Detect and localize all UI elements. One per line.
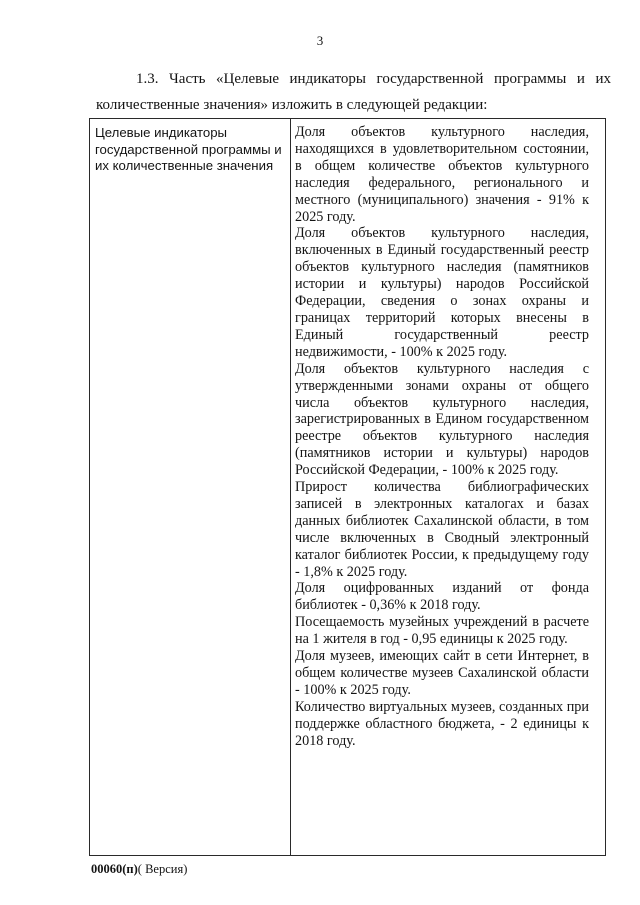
- section-label: Целевые индикаторы государственной программы и их количественные значения: [95, 125, 282, 174]
- indicators-table: [89, 118, 606, 856]
- document-version-code: [91, 862, 187, 877]
- table-cell-indicators: [291, 119, 606, 856]
- table-cell-label: [90, 119, 291, 856]
- indicator-item: Посещаемость музейных учреждений в расчете на 1 жителя в год - 0,95 единицы к 2025 году.: [295, 614, 589, 648]
- intro-paragraph: 1.3. Часть «Целевые индикаторы государственной программы и их количественные значения» изложить в следующей редакции:: [96, 71, 611, 113]
- indicator-item: Доля музеев, имеющих сайт в сети Интернет, в общем количестве музеев Сахалинской области - 100% к 2025 году.: [295, 648, 589, 698]
- indicator-item: Доля оцифрованных изданий от фонда библиотек - 0,36% к 2018 году.: [295, 580, 589, 614]
- indicator-item: Доля объектов культурного наследия, находящихся в удовлетворительном состоянии, в общем количестве объектов культурного наследия федерального, регионального и местного (муниципального) значения - 91% к 2025 году.: [295, 124, 589, 225]
- indicator-item: Количество виртуальных музеев, созданных при поддержке областного бюджета, - 2 единицы к 2018 году.: [295, 698, 589, 749]
- version-label: ( Версия): [137, 862, 188, 876]
- document-code: 00060(п): [91, 862, 138, 876]
- table-row: [90, 119, 606, 856]
- page-number: 3: [316, 33, 324, 48]
- indicator-item: Доля объектов культурного наследия, включенных в Единый государственный реестр объектов культурного наследия (памятников истории и культуры) народов Российской Федерации, сведения о зонах охраны и границах территорий которых внесены в Единый государственный реестр недвижимости, - 100% к 2025 году.: [295, 225, 589, 360]
- indicator-item: Доля объектов культурного наследия с утвержденными зонами охраны от общего числа объектов культурного наследия, зарегистрированных в Едином государственном реестре объектов культурного наследия (памятников истории и культуры) народов Российской Федерации, - 100% к 2025 году.: [295, 360, 589, 479]
- indicator-list: [291, 119, 605, 750]
- indicator-item: Прирост количества библиографических записей в электронных каталогах и базах данных библиотек Сахалинской области, в том числе включенных в Сводный электронный каталог библиотек России, к предыдущему году - 1,8% к 2025 году.: [295, 479, 589, 580]
